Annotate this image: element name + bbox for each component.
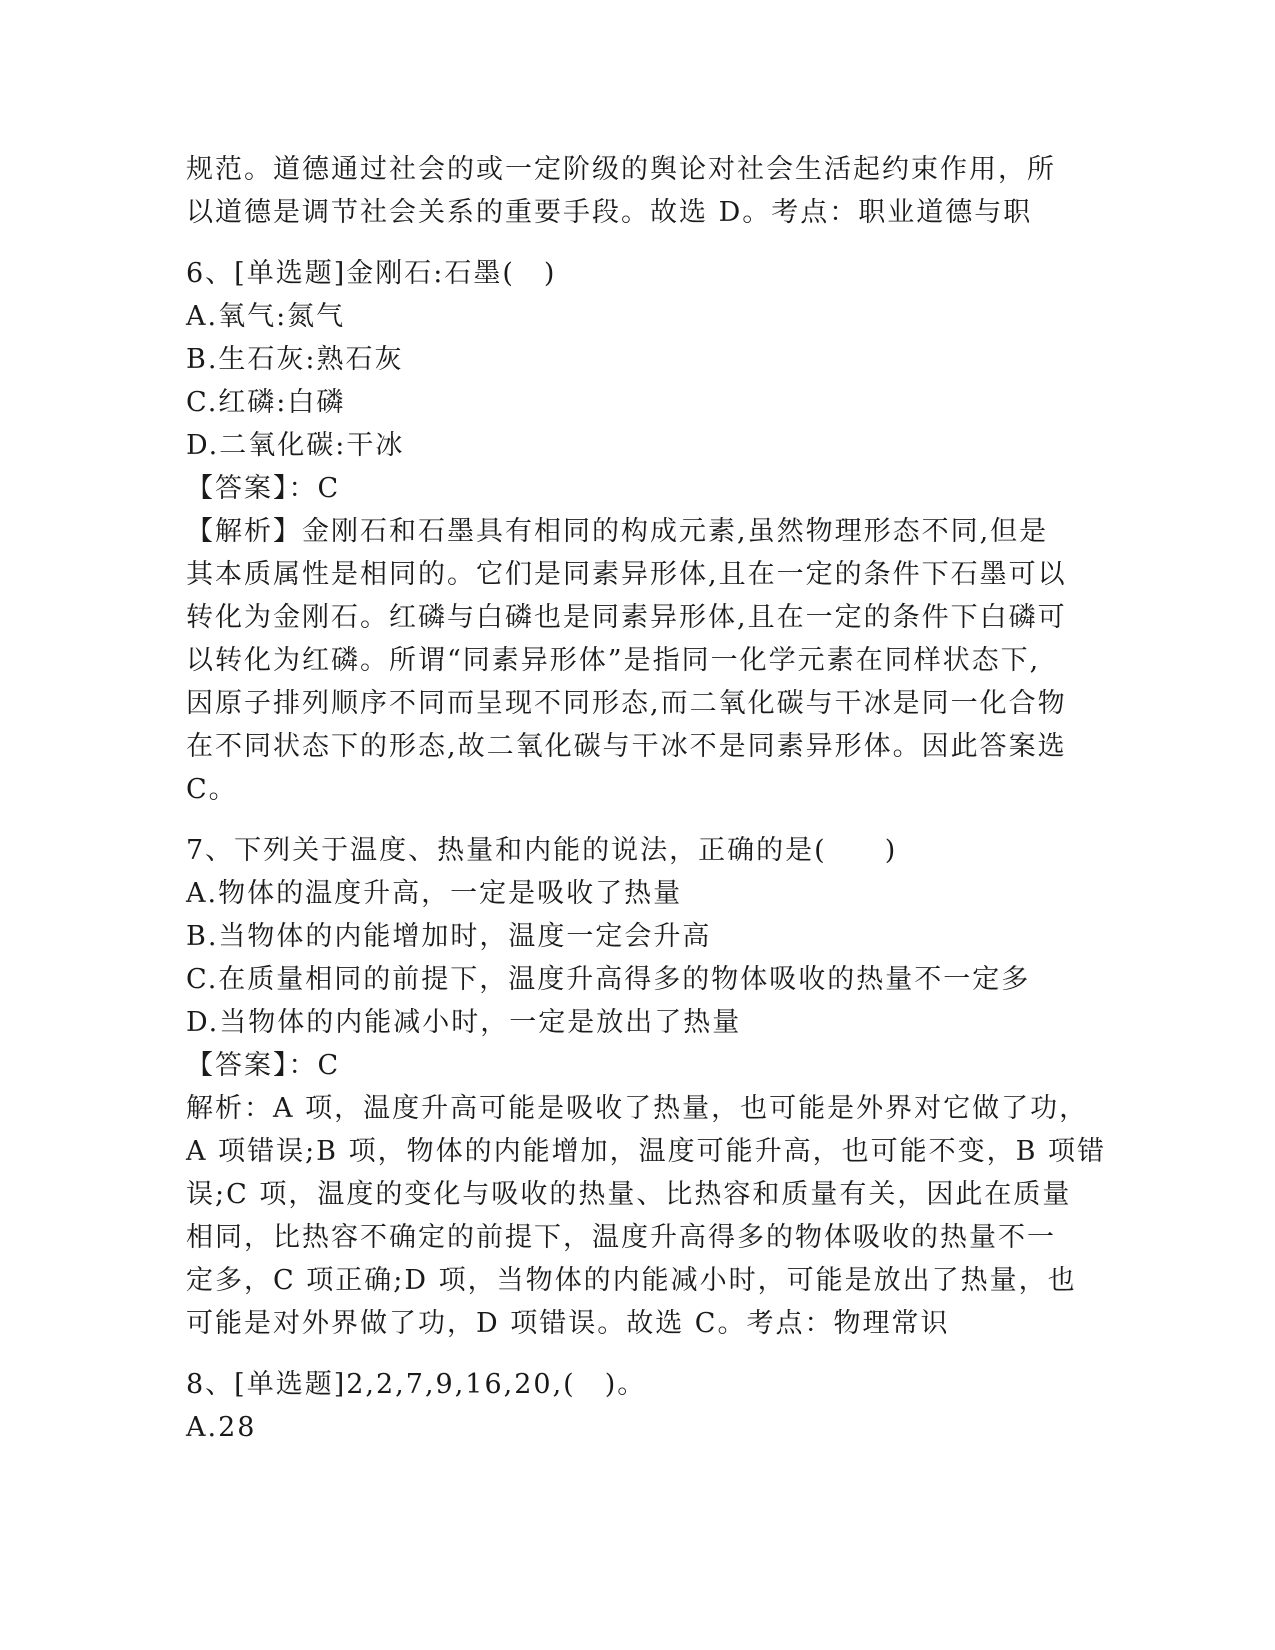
question-stem: 7、下列关于温度、热量和内能的说法，正确的是( ): [186, 835, 898, 866]
text-line: 以道德是调节社会关系的重要手段。故选 D。考点：职业道德与职: [186, 197, 1033, 228]
analysis-line: C。: [186, 774, 238, 805]
option-d: D.二氧化碳:干冰: [186, 430, 405, 461]
option-a: A.氧气:氮气: [186, 301, 346, 332]
analysis-line: 以转化为红磷。所谓“同素异形体”是指同一化学元素在同样状态下,: [186, 645, 1041, 676]
question-7: [186, 829, 1107, 1345]
option-a: A.物体的温度升高，一定是吸收了热量: [186, 878, 683, 909]
option-b: B.当物体的内能增加时，温度一定会升高: [186, 921, 712, 952]
option-a: A.28: [186, 1412, 257, 1443]
document-page: [186, 148, 1107, 1449]
analysis-block: [186, 1087, 1107, 1345]
analysis-line: 转化为金刚石。红磷与白磷也是同素异形体,且在一定的条件下白磷可: [186, 602, 1067, 633]
analysis-line: 【解析】金刚石和石墨具有相同的构成元素,虽然物理形态不同,但是: [186, 516, 1049, 547]
question-6: [186, 252, 1086, 811]
analysis-block: [186, 510, 1086, 811]
option-b: B.生石灰:熟石灰: [186, 344, 404, 375]
answer-line: 【答案】：C: [186, 1050, 341, 1081]
answer-line: 【答案】：C: [186, 473, 341, 504]
text-line: 规范。道德通过社会的或一定阶级的舆论对社会生活起约束作用，所: [186, 154, 1056, 185]
question-8: [186, 1363, 1086, 1449]
analysis-line: 定多，C 项正确;D 项，当物体的内能减小时，可能是放出了热量，也: [186, 1265, 1077, 1296]
analysis-line: 在不同状态下的形态,故二氧化碳与干冰不是同素异形体。因此答案选: [186, 731, 1067, 762]
option-c: C.红磷:白磷: [186, 387, 346, 418]
option-d: D.当物体的内能减小时，一定是放出了热量: [186, 1007, 742, 1038]
question-stem: 6、[单选题]金刚石:石墨( ): [186, 258, 557, 289]
analysis-line: 可能是对外界做了功，D 项错误。故选 C。考点：物理常识: [186, 1308, 950, 1339]
option-c: C.在质量相同的前提下，温度升高得多的物体吸收的热量不一定多: [186, 964, 1031, 995]
analysis-line: 解析：A 项，温度升高可能是吸收了热量，也可能是外界对它做了功，: [186, 1093, 1089, 1124]
analysis-line: 相同，比热容不确定的前提下，温度升高得多的物体吸收的热量不一: [186, 1222, 1056, 1253]
analysis-line: A 项错误;B 项，物体的内能增加，温度可能升高，也可能不变，B 项错: [186, 1136, 1107, 1167]
analysis-line: 因原子排列顺序不同而呈现不同形态,而二氧化碳与干冰是同一化合物: [186, 688, 1067, 719]
previous-explanation-continuation: [186, 148, 1086, 234]
analysis-line: 误;C 项，温度的变化与吸收的热量、比热容和质量有关，因此在质量: [186, 1179, 1072, 1210]
analysis-line: 其本质属性是相同的。它们是同素异形体,且在一定的条件下石墨可以: [186, 559, 1067, 590]
question-stem: 8、[单选题]2,2,7,9,16,20,( )。: [186, 1369, 647, 1400]
